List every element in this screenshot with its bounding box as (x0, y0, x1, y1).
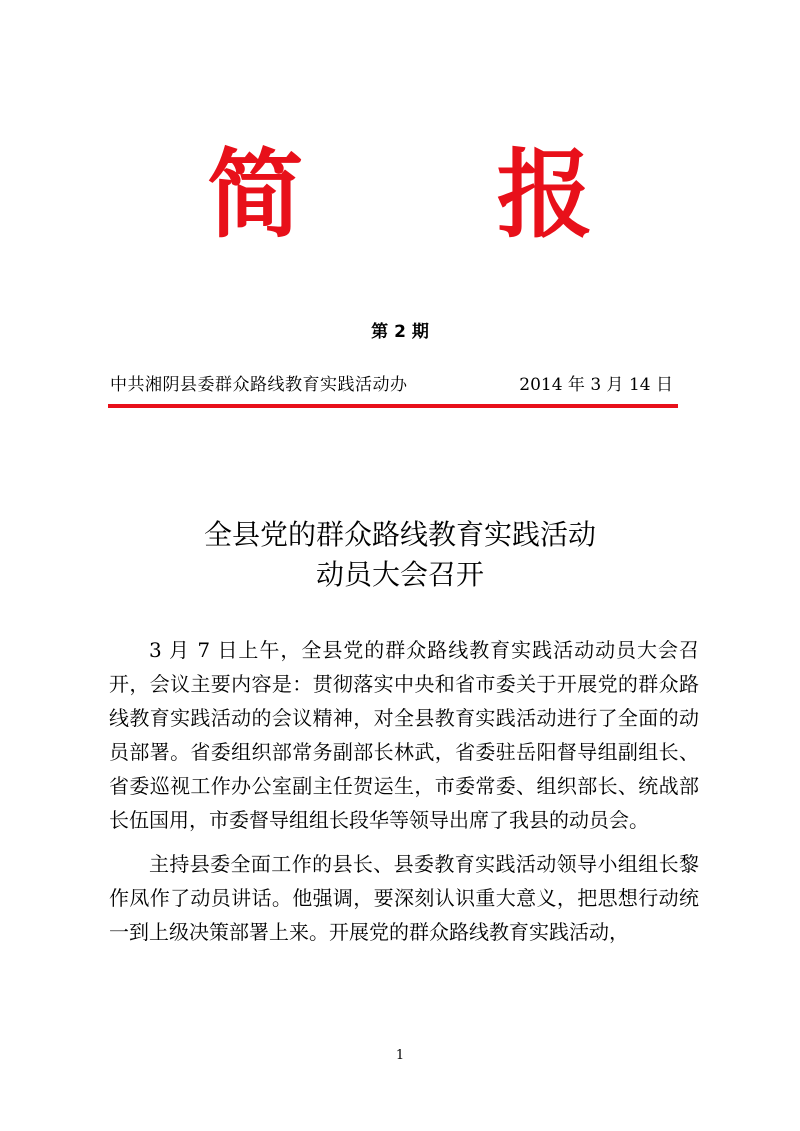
headline-line-1: 全县党的群众路线教育实践活动 (203, 518, 596, 551)
headline-line-2: 动员大会召开 (315, 558, 484, 591)
issue-number: 第 2 期 (371, 322, 429, 342)
body-paragraph: 主持县委全面工作的县长、县委教育实践活动领导小组组长黎作凤作了动员讲话。他强调，要深刻认识重大意义，把思想行动统一到上级决策部署上来。开展党的群众路线教育实践活动， (109, 852, 699, 944)
masthead-title: 简 报 (207, 138, 673, 251)
article-headline (0, 515, 800, 595)
body-paragraph: 3 月 7 日上午，全县党的群众路线教育实践活动动员大会召开，会议主要内容是：贯彻落实中央和省市委关于开展党的群众路线教育实践活动的会议精神，对全县教育实践活动进行了全面的动员部署。省委组织部常务副部长林武，省委驻岳阳督导组副组长、省委巡视工作办公室副主任贺运生，市委常委、组织部长、统战部长伍国用，市委督导组组长段华等领导出席了我县的动员会。 (109, 638, 699, 832)
publication-date: 2014 年 3 月 14 日 (519, 375, 673, 395)
page-number: 1 (395, 1048, 405, 1063)
red-divider-rule (108, 404, 678, 408)
article-body (109, 633, 699, 959)
issuer-name: 中共湘阴县委群众路线教育实践活动办 (110, 375, 408, 395)
